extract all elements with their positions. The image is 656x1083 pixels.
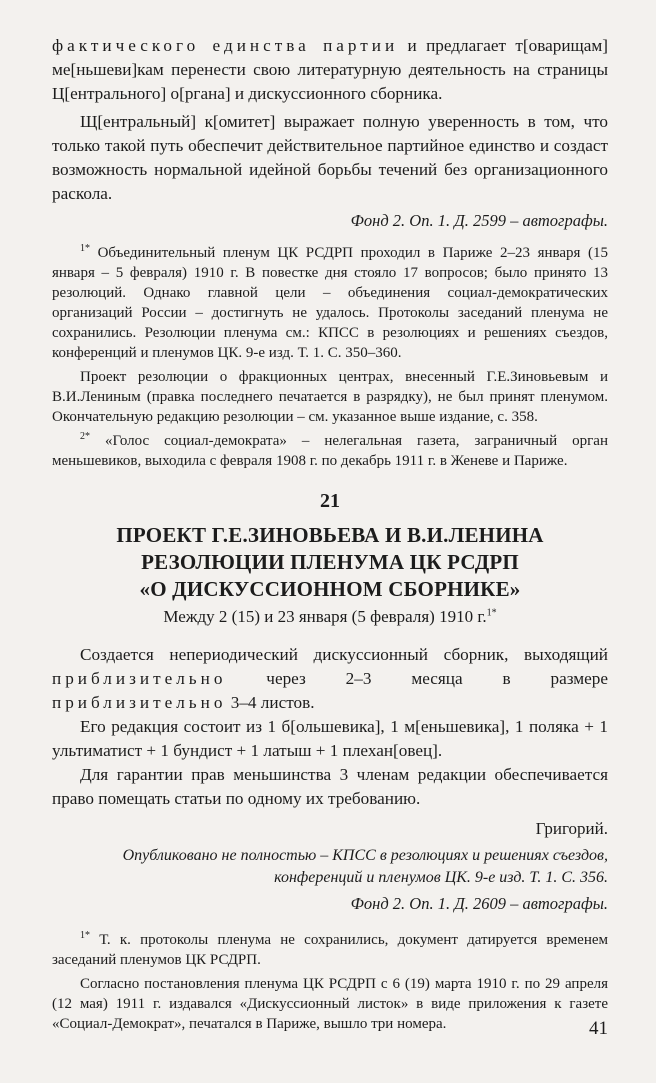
document-number: 21 <box>320 490 340 512</box>
resolution-point-2: Его редакция состоит из 1 б[ольшевика], 1 м[еньшевика], 1 поляка + 1 ультиматист + 1 бундист + 1 латыш + 1 плехан[овец]. <box>52 717 608 760</box>
footnote-mark: 1* <box>80 930 90 941</box>
title-line-1: ПРОЕКТ Г.Е.ЗИНОВЬЕВА И В.И.ЛЕНИНА <box>116 523 544 547</box>
resolution-point-1 <box>52 643 608 715</box>
footnote-text: Объединительный пленум ЦК РСДРП проходил в Париже 2–23 января (15 января – 5 февраля) 1910 г. В повестке дня стояло 17 вопросов; было принято 13 резолюций. Однако главной цели – объединения социал-демократических организаций России – достигнуть не удалось. Протоколы заседаний пленума не сохранились. Резолюции пленума см.: КПСС в резолюциях и решениях съездов, конференций и пленумов ЦК. 9-е изд. Т. 1. С. 350–360. <box>52 245 608 361</box>
title-line-3: «О ДИСКУССИОННОМ СБОРНИКЕ» <box>139 577 521 601</box>
continuation-paragraph <box>52 34 608 106</box>
cc-paragraph: Щ[ентральный] к[омитет] выражает полную уверенность в том, что только такой путь обеспечит действительное партийное единство и создаст возможность нормальной идейной борьбы течений без организационного раскола. <box>52 112 608 203</box>
archive-source-2: Фонд 2. Оп. 1. Д. 2609 – автографы. <box>350 894 608 913</box>
footnote-1 <box>52 243 608 363</box>
date-footnote-mark: 1* <box>486 607 497 619</box>
paragraph-text: и предлагает т[оварищам] ме[ньшеви]кам перенести свою литературную деятельность на страницы Ц[ентрального] о[ргана] и дискуссионного сборника. <box>52 36 608 103</box>
text: через 2–3 месяца в размере <box>226 669 608 688</box>
footnote-text: «Голос социал-демократа» – нелегальная газета, заграничный орган меньшевиков, выходила с февраля 1908 г. по декабрь 1911 г. в Женеве и Париже. <box>52 433 608 469</box>
text: Создается непериодический дискуссионный сборник, выходящий <box>80 645 608 664</box>
footnote-text: Т. к. протоколы пленума не сохранились, документ датируется временем заседаний пленумов ЦК РСДРП. <box>52 932 608 968</box>
spaced-emphasis: приблизительно <box>52 669 227 688</box>
bottom-footnote-1 <box>52 930 608 970</box>
footnote-2 <box>52 431 608 471</box>
date-text: Между 2 (15) и 23 января (5 февраля) 1910 г. <box>163 607 487 626</box>
bottom-footnote-1-para2: Согласно постановления пленума ЦК РСДРП с 6 (19) марта 1910 г. по 29 апреля (12 мая) 1911 г. издавался «Дискуссионный листок» в виде приложения к газете «Социал-Демократ», печатался в Париже, вышло три номера. <box>52 976 608 1032</box>
resolution-point-3: Для гарантии прав меньшинства 3 членам редакции обеспечивается право помещать статьи по одному их требованию. <box>52 765 608 808</box>
page-number: 41 <box>589 1018 608 1039</box>
archive-source: Фонд 2. Оп. 1. Д. 2599 – автографы. <box>350 211 608 230</box>
footnote-1-para2: Проект резолюции о фракционных центрах, внесенный Г.Е.Зиновьевым и В.И.Лениным (правка последнего печатается в разрядку), не был принят пленумом. Окончательную редакцию резолюции – см. указанное выше издание, с. 358. <box>52 369 608 425</box>
document-date <box>52 605 608 629</box>
signature: Григорий. <box>535 819 608 838</box>
spaced-emphasis: фактического единства партии <box>52 36 399 55</box>
document-title <box>52 522 608 603</box>
title-line-2: РЕЗОЛЮЦИИ ПЛЕНУМА ЦК РСДРП <box>141 550 519 574</box>
spaced-emphasis: приблизительно <box>52 693 227 712</box>
text: 3–4 листов. <box>226 693 315 712</box>
footnote-mark: 1* <box>80 243 90 254</box>
publication-note: Опубликовано не полностью – КПСС в резолюциях и решениях съездов, конференций и пленумов ЦК. 9-е изд. Т. 1. С. 356. <box>122 847 608 886</box>
footnote-mark: 2* <box>80 431 90 442</box>
